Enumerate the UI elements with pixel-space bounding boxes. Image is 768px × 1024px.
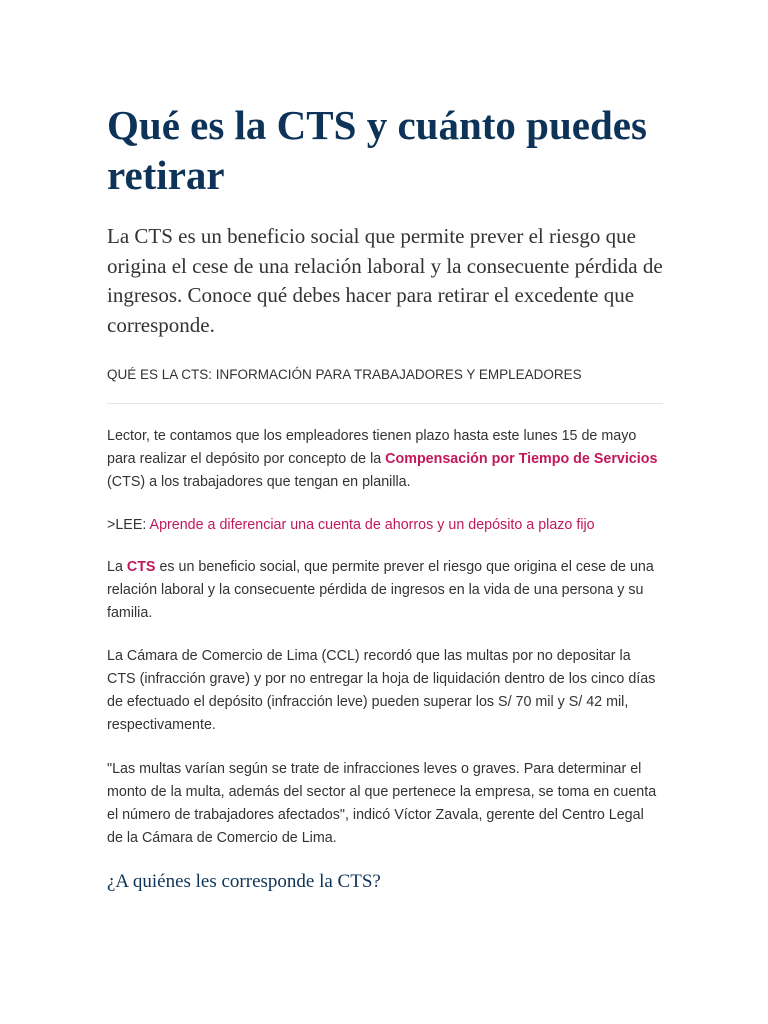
article-kicker: QUÉ ES LA CTS: INFORMACIÓN PARA TRABAJADORES Y EMPLEADORES — [107, 367, 582, 382]
paragraph-quote: "Las multas varían según se trate de infracciones leves o graves. Para determinar el monto de la multa, además del sector al que pertenece la empresa, se toma en cuenta el número de trabajadores afectados", indicó Víctor Zavala, gerente del Centro Legal de la Cámara de Comercio de Lima. — [107, 761, 657, 846]
paragraph-text: Lector, te contamos que los empleadores tienen plazo hasta este lunes 15 de mayo para realizar el depósito por concepto de la — [107, 428, 637, 467]
paragraph-text: (CTS) a los trabajadores que tengan en planilla. — [107, 474, 411, 490]
paragraph-definition — [107, 556, 663, 625]
article-headline: Qué es la CTS y cuánto puedes retirar — [107, 102, 647, 198]
paragraph-deadline — [107, 425, 663, 494]
article-lead: La CTS es un beneficio social que permite prever el riesgo que origina el cese de una relación laboral y la consecuente pérdida de ingresos. Conoce qué debes hacer para retirar el excedente que corresponde. — [107, 224, 663, 337]
section-divider — [107, 403, 663, 404]
paragraph-text: es un beneficio social, que permite prever el riesgo que origina el cese de una relación laboral y la consecuente pérdida de ingresos en la vida de una persona y su familia. — [107, 559, 654, 621]
paragraph-read-more — [107, 514, 663, 537]
section-subheading: ¿A quiénes les corresponde la CTS? — [107, 871, 381, 892]
paragraph-fines: La Cámara de Comercio de Lima (CCL) recordó que las multas por no depositar la CTS (infracción grave) y por no entregar la hoja de liquidación dentro de los cinco días de efectuado el depósito (infracción leve) pueden superar los S/ 70 mil y S/ 42 mil, respectivamente. — [107, 648, 656, 733]
cts-tag-link[interactable]: CTS — [126, 559, 156, 575]
paragraph-text: La — [107, 559, 127, 575]
read-more-prefix: >LEE: — [107, 517, 150, 533]
cts-definition-link[interactable]: Compensación por Tiempo de Servicios — [385, 451, 658, 467]
related-article-link[interactable]: Aprende a diferenciar una cuenta de ahorros y un depósito a plazo fijo — [149, 517, 595, 533]
